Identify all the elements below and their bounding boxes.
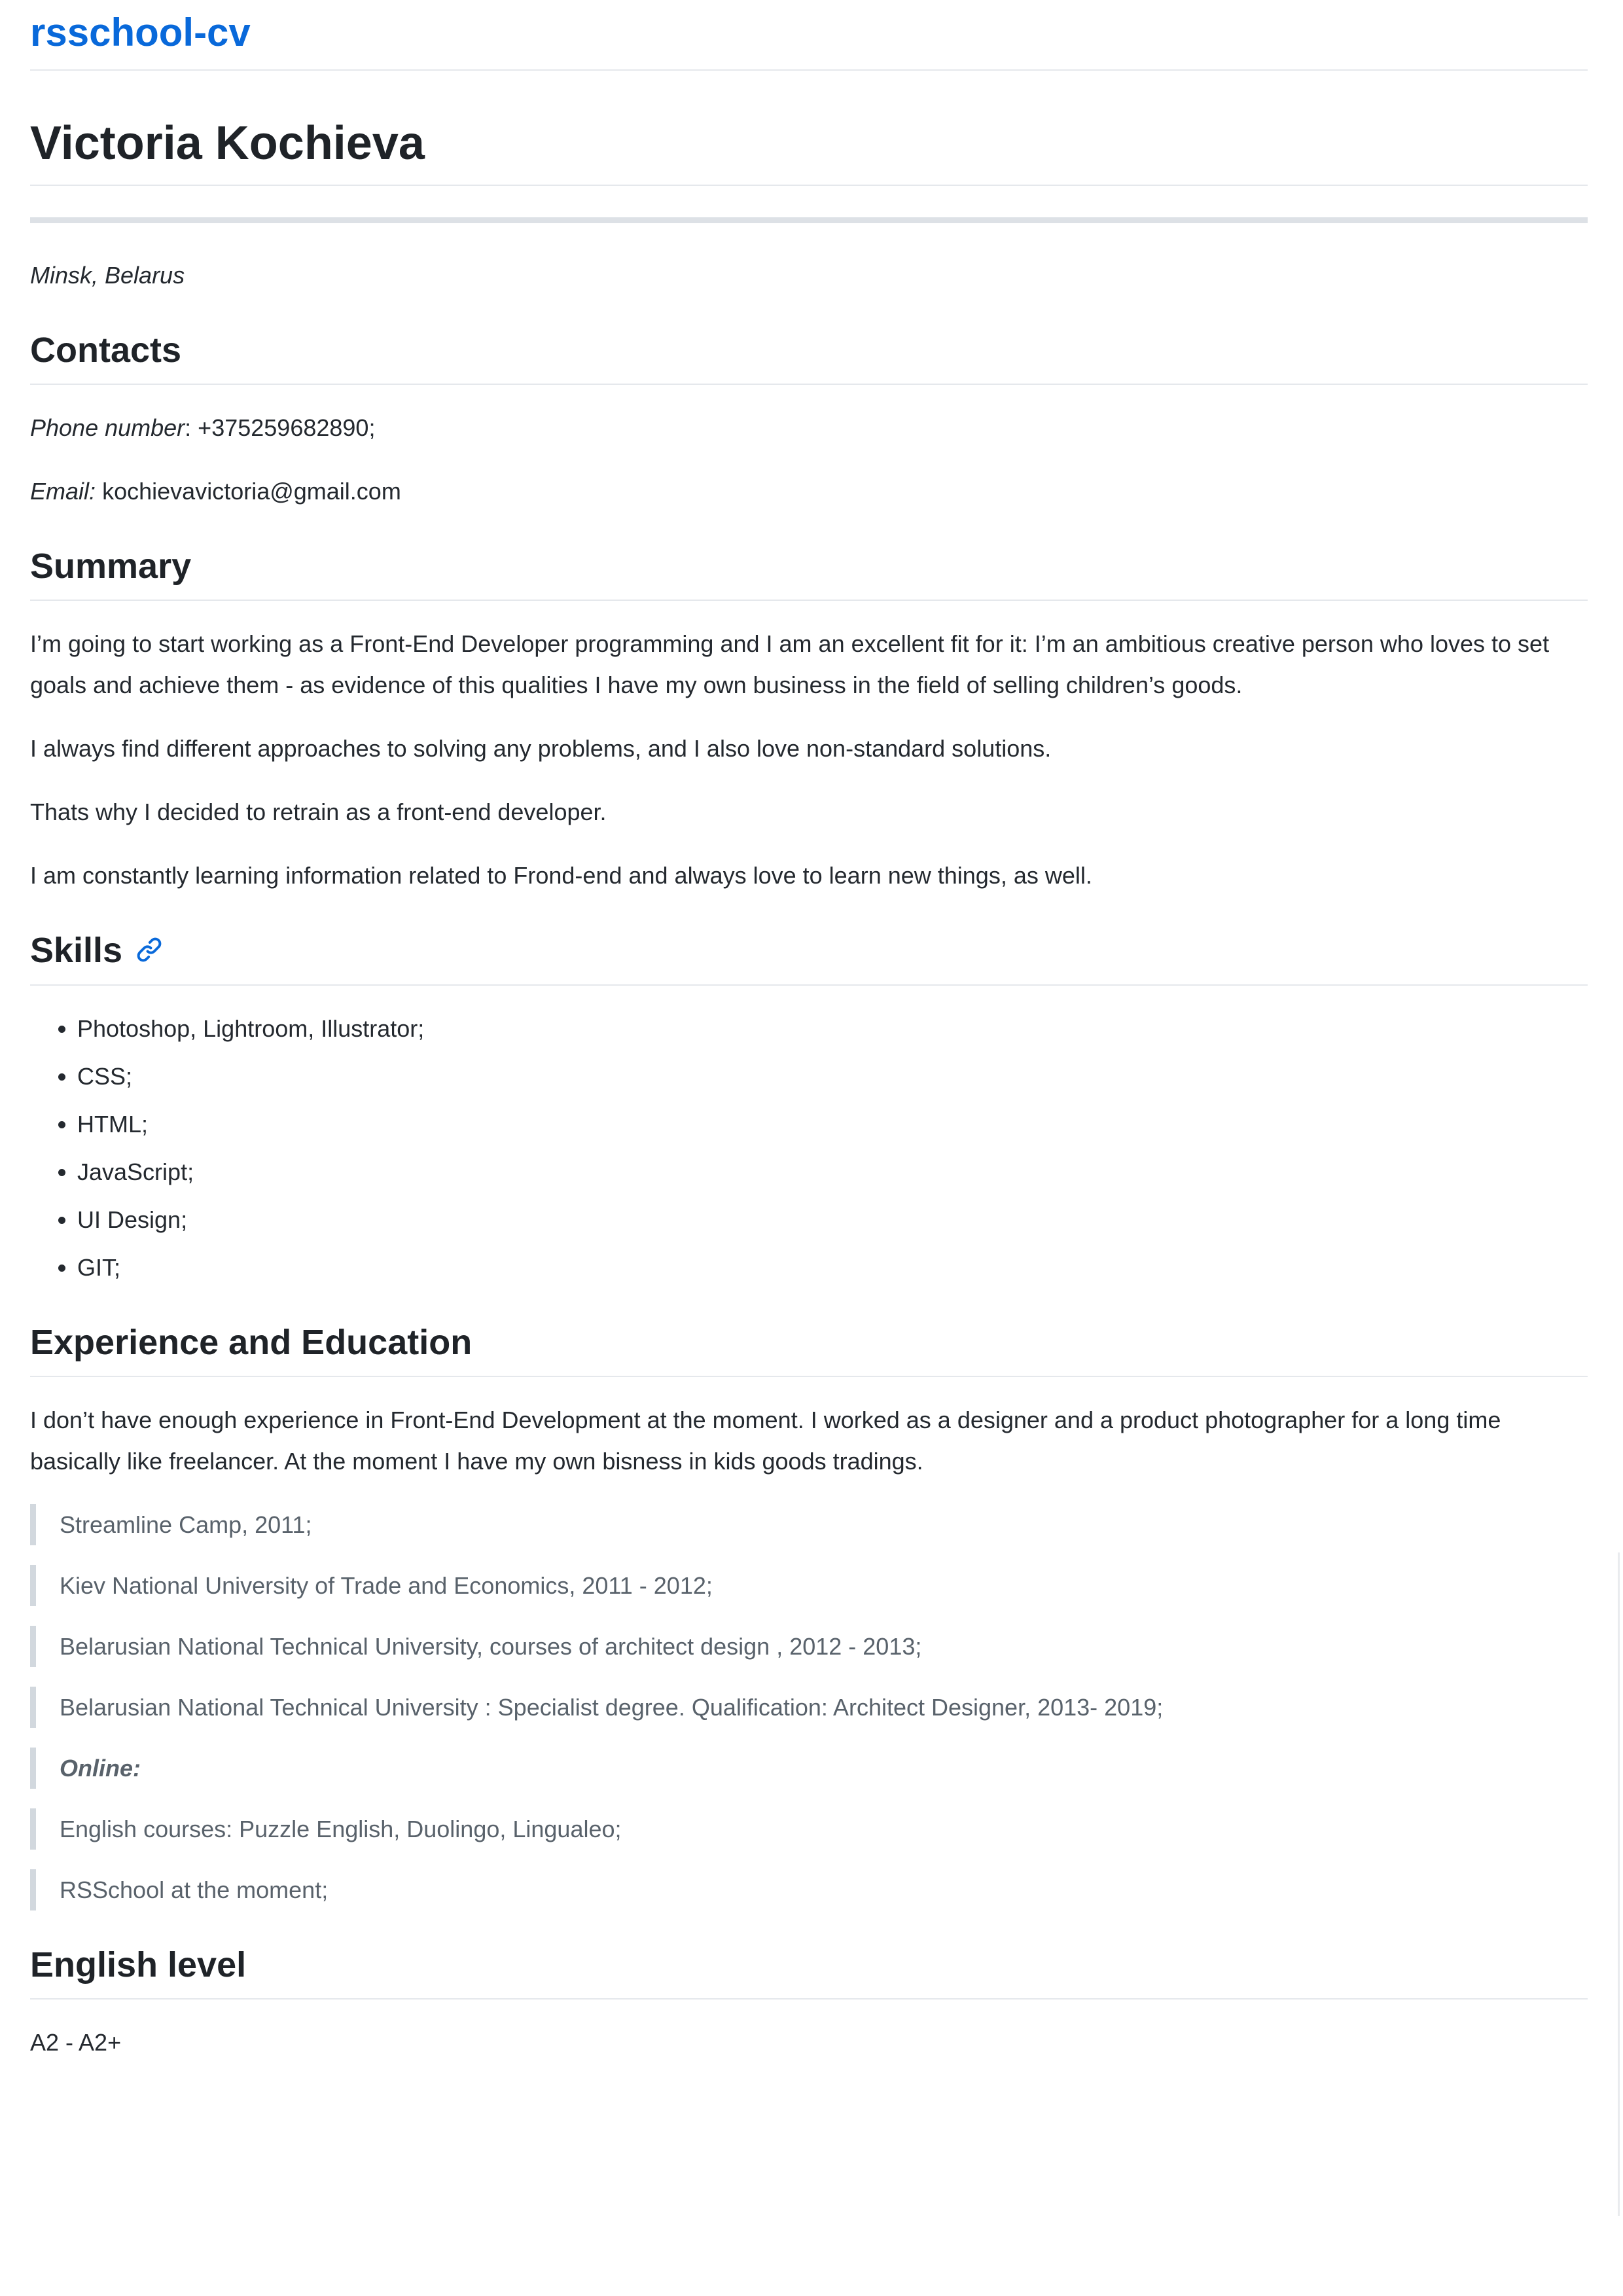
right-edge-line <box>1618 1552 1620 2216</box>
timeline-quote <box>30 1504 1588 1545</box>
repo-title-link[interactable]: rsschool-cv <box>30 10 251 54</box>
experience-heading: Experience and Education <box>30 1319 1588 1377</box>
timeline-quote-text: Kiev National University of Trade and Economics, 2011 - 2012; <box>60 1571 713 1599</box>
summary-paragraph: Thats why I decided to retrain as a front-end developer. <box>30 798 607 826</box>
summary-heading: Summary <box>30 543 1588 601</box>
timeline-quote <box>30 1565 1588 1606</box>
skills-heading-row <box>30 927 1588 985</box>
timeline-quote-text: Streamline Camp, 2011; <box>60 1511 312 1538</box>
skills-heading: Skills <box>30 931 123 971</box>
repo-title <box>30 9 1588 71</box>
timeline-quote-text: Belarusian National Technical University : Specialist degree. Qualification: Architect Designer, 2013- 2019; <box>60 1693 1164 1721</box>
experience-intro: I don’t have enough experience in Front-End Development at the moment. I worked as a designer and a product photographer for a long time basically like freelancer. At the moment I have my own bisness in kids goods tradings. <box>30 1406 1501 1475</box>
skill-item: • JavaScript; <box>77 1151 1588 1193</box>
timeline-quote-text: Online: <box>60 1754 141 1782</box>
skill-item: • HTML; <box>77 1103 1588 1145</box>
skills-list <box>30 1008 1588 1288</box>
english-level-heading: English level <box>30 1942 1588 2000</box>
education-timeline <box>30 1504 1588 1910</box>
timeline-quote-text: Belarusian National Technical University, courses of architect design , 2012 - 2013; <box>60 1632 922 1660</box>
summary-paragraph: I’m going to start working as a Front-End Developer programming and I am an excellent fit for it: I’m an ambitious creative person who loves to set goals and achieve them - as evidence of this qualities I have my own business in the field of selling children’s goods. <box>30 630 1550 699</box>
timeline-quote <box>30 1687 1588 1728</box>
phone-value: : +375259682890; <box>185 414 376 442</box>
skill-item: • GIT; <box>77 1247 1588 1288</box>
timeline-quote <box>30 1869 1588 1910</box>
timeline-quote-text: English courses: Puzzle English, Duolingo, Lingualeo; <box>60 1815 622 1842</box>
phone-label: Phone number <box>30 414 185 442</box>
english-level-value: A2 - A2+ <box>30 2028 122 2056</box>
summary-paragraph: I am constantly learning information related to Frond-end and always love to learn new things, as well. <box>30 862 1092 889</box>
phone-line <box>30 407 1588 448</box>
skill-item: • CSS; <box>77 1056 1588 1097</box>
link-icon[interactable] <box>135 936 163 963</box>
location-text: Minsk, Belarus <box>30 262 185 289</box>
timeline-quote-text: RSSchool at the moment; <box>60 1876 329 1903</box>
contacts-heading: Contacts <box>30 327 1588 385</box>
email-label: Email: <box>30 478 96 505</box>
horizontal-rule <box>30 217 1588 223</box>
person-name-heading: Victoria Kochieva <box>30 114 1588 186</box>
skill-item: • UI Design; <box>77 1199 1588 1240</box>
summary-paragraphs <box>30 623 1588 896</box>
summary-paragraph: I always find different approaches to solving any problems, and I also love non-standard solutions. <box>30 735 1052 762</box>
skill-item: • Photoshop, Lightroom, Illustrator; <box>77 1008 1588 1049</box>
email-value: kochievavictoria@gmail.com <box>102 478 401 505</box>
timeline-quote <box>30 1626 1588 1667</box>
timeline-quote <box>30 1748 1588 1789</box>
timeline-quote <box>30 1808 1588 1850</box>
email-line <box>30 471 1588 512</box>
